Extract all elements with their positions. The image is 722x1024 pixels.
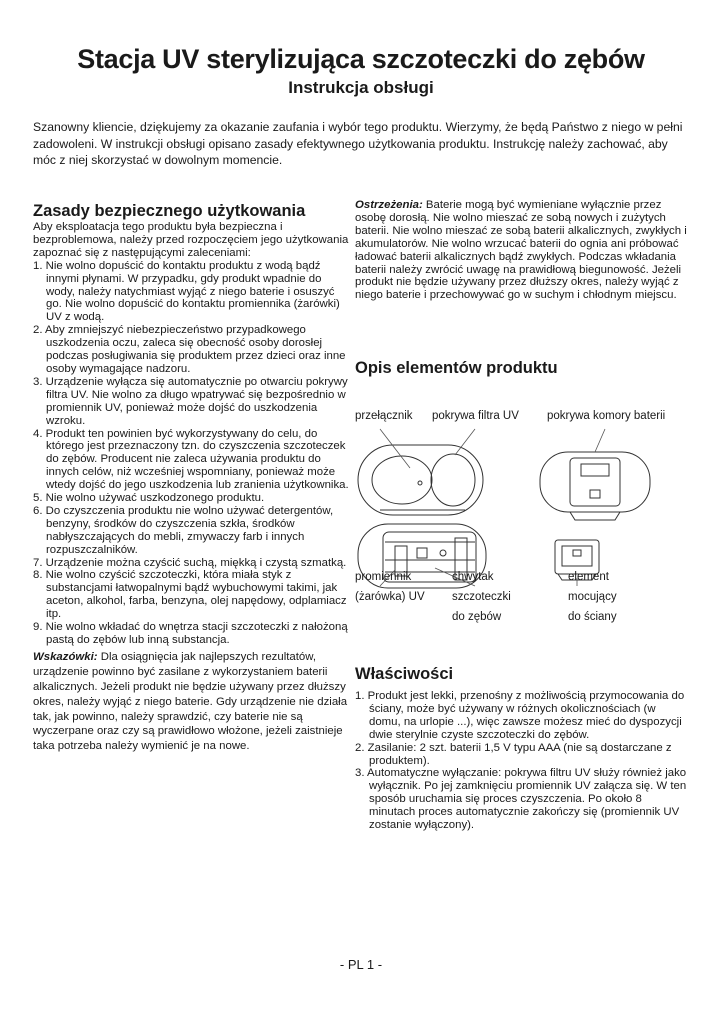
safety-item-1: 1. Nie wolno dopuścić do kontaktu produktu z wodą bądź innymi płynami. W przypadku, gdy produkt wpadnie do wody, należy natychmiast wyjąć z niego baterie i osuszyć go. Nie wolno dopuścić do kontaktu promiennika (żarówki) UV z wodą. xyxy=(33,259,340,324)
label-mount-line1: element xyxy=(568,571,609,583)
label-switch: przełącznik xyxy=(355,410,413,422)
left-column xyxy=(33,201,351,766)
warnings-text: Baterie mogą być wymieniane wyłącznie przez osobę dorosłą. Nie wolno mieszać ze sobą nowych i zużytych baterii. Nie wolno mieszać ze sobą baterii alkalicznych, zwykłych i akumulatorów. Nie wolno wrzucać baterii do ognia ani próbować ładować baterii alkalicznych bądź zwykłych. Podczas wkładania baterii należy zwrócić uwagę na prawidłową biegunowość. Jeżeli produkt nie będzie używany przez dłuższy okres, należy wyjąć z niego baterie i przechowywać go w suchym i chłodnym miejscu. xyxy=(355,199,687,302)
label-holder-line1: chwytak xyxy=(452,571,494,583)
safety-item-2: 2. Aby zmniejszyć niebezpieczeństwo przypadkowego uszkodzenia oczu, zaleca się obecność osoby dorosłej podczas posługiwania się produktem przez dzieci oraz inne osoby wymagające nadzoru. xyxy=(33,324,346,375)
safety-heading: Zasady bezpiecznego użytkowania xyxy=(33,202,306,220)
safety-item-3: 3. Urządzenie wyłącza się automatycznie po otwarciu pokrywy filtra UV. Nie wolno za długo wpatrywać się bezpośrednio w promiennik UV, ponieważ może dojść do uszkodzenia wzroku. xyxy=(33,375,348,427)
safety-list xyxy=(33,260,351,647)
callout-lines xyxy=(380,429,605,586)
label-mount-line3: do ściany xyxy=(568,611,617,623)
features-heading: Właściwości xyxy=(355,665,454,683)
feature-item-1: 1. Produkt jest lekki, przenośny z możliwością przymocowania do ściany, może być używany w różnych okolicznościach (w domu, na urlopie ...), więc zawsze możesz mieć do dyspozycji dwie sterylnie czyste szczoteczki do zębów. xyxy=(355,690,685,741)
closed-station-drawing xyxy=(358,445,483,515)
hints-text: Dla osiągnięcia jak najlepszych rezultatów, urządzenie powinno być zasilane z wykorzystaniem baterii alkalicznych. Jeżeli produkt nie będzie używany przez dłuższy okres, należy wyjąć z niego baterie. Gdy urządzenie nie działa tak, jak powinno, należy sprawdzić, czy baterie nie są wyczerpane oraz czy są prawidłowo włożone, jeżeli zaistnieje taka potrzeba należy wymienić je na nowe. xyxy=(33,650,348,753)
product-diagram xyxy=(355,406,690,630)
label-lamp-line2: (żarówka) UV xyxy=(355,591,425,603)
features-section xyxy=(355,664,690,832)
label-mount-line2: mocujący xyxy=(568,591,617,603)
label-battery-cover: pokrywa komory baterii xyxy=(547,410,666,422)
label-holder-line3: do zębów xyxy=(452,611,502,623)
station-back-drawing xyxy=(540,452,650,520)
label-holder-line2: szczoteczki xyxy=(452,591,511,603)
features-list xyxy=(355,690,690,832)
hints-label: Wskazówki: xyxy=(33,650,98,663)
page-subtitle: Instrukcja obsługi xyxy=(288,78,434,97)
feature-item-3: 3. Automatyczne wyłączanie: pokrywa filtru UV służy również jako wyłącznik. Po jej zamknięciu promiennik UV załącza się. W ten sposób uruchamia się proces czyszczenia. Po około 8 minutach proces automatycznie zakończy się (promiennik UV zostanie wyłączony). xyxy=(355,767,687,832)
safety-item-5: 5. Nie wolno używać uszkodzonego produktu. xyxy=(33,492,265,505)
page-title: Stacja UV sterylizująca szczoteczki do zębów xyxy=(77,44,645,74)
warnings-paragraph xyxy=(355,199,690,302)
hints-paragraph xyxy=(33,650,351,754)
right-column xyxy=(355,199,690,832)
feature-item-2: 2. Zasilanie: 2 szt. baterii 1,5 V typu AAA (nie są dostarczane z produktem). xyxy=(355,741,672,767)
safety-item-7: 7. Urządzenie można czyścić suchą, miękką i czystą szmatką. xyxy=(33,556,347,569)
warnings-label: Ostrzeżenia: xyxy=(355,199,423,211)
label-filter-cover: pokrywa filtra UV xyxy=(432,410,519,422)
safety-item-4: 4. Produkt ten powinien być wykorzystywany do celu, do którego jest przeznaczony tzn. do czyszczenia szczoteczek do zębów. Producent nie zaleca używania produktu do innych celów, niż wcześniej wspomniany, ponieważ może wtedy dojść do jego uszkodzenia lub zranienia użytkownika. xyxy=(33,427,349,492)
intro-paragraph: Szanowny kliencie, dziękujemy za okazanie zaufania i wybór tego produktu. Wierzymy, że będą Państwo z niego w pełni zadowoleni. W instrukcji obsługi opisano zasady efektywnego użytkowania produktu. Instrukcję należy zachować, aby móc z niej skorzystać w dowolnym momencie. xyxy=(33,120,683,167)
page-number: - PL 1 - xyxy=(339,957,383,972)
safety-item-6: 6. Do czyszczenia produktu nie wolno używać detergentów, benzyny, środków do czyszczenia szkła, środków nabłyszczających do mebli, zmywaczy farb i innych rozpuszczalników. xyxy=(33,504,334,556)
elements-heading: Opis elementów produktu xyxy=(355,359,558,377)
safety-lead: Aby eksploatacja tego produktu była bezpieczna i bezproblemowa, należy przed rozpoczęciem jego użytkowania zapoznać się z następującymi zaleceniami: xyxy=(33,221,349,259)
safety-item-8: 8. Nie wolno czyścić szczoteczki, która miała styk z substancjami łatwopalnymi bądź wybuchowymi takimi, jak aceton, alkohol, farba, benzyna, olej napędowy, odplamiacz itp. xyxy=(33,569,347,621)
safety-item-9: 9. Nie wolno wkładać do wnętrza stacji szczoteczki z nałożoną pastą do zębów lub inną substancja. xyxy=(33,621,348,646)
label-lamp-line1: promiennik xyxy=(355,571,412,583)
